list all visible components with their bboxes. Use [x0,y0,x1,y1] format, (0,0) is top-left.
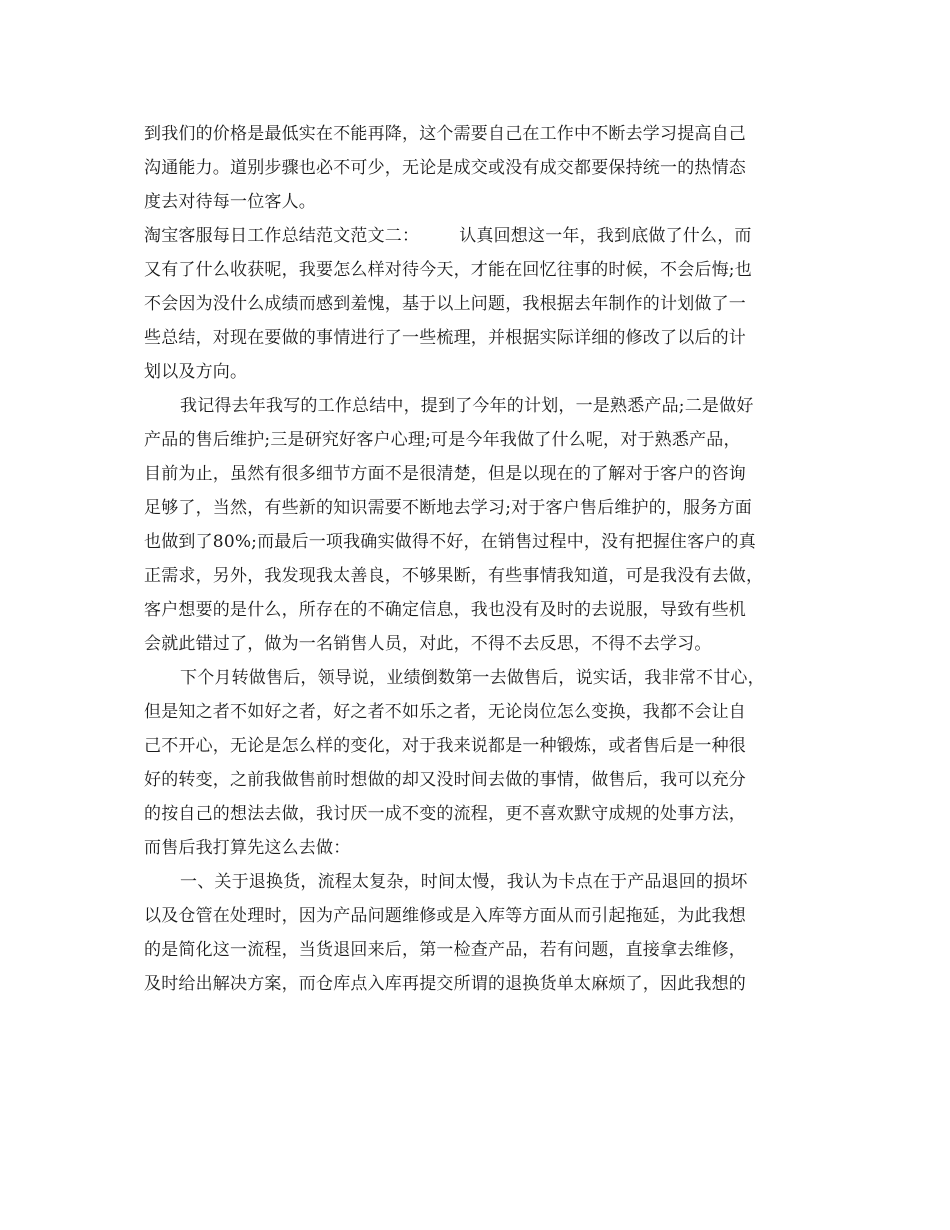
text-line: 也做到了80%;而最后一项我确实做得不好，在销售过程中，没有把握住客户的真 [144,532,756,552]
heading-line [144,219,810,253]
text-line: 些总结，对现在要做的事情进行了一些梳理，并根据实际详细的修改了以后的计 [144,328,746,348]
text-line: 我记得去年我写的工作总结中，提到了今年的计划，一是熟悉产品;二是做好 [180,396,754,416]
paragraph-after-sales [144,661,810,865]
text-line: 但是知之者不如好之者，好之者不如乐之者，无论岗位怎么变换，我都不会让自 [144,702,746,722]
text-line: 的按自己的想法去做，我讨厌一成不变的流程，更不喜欢默守成规的处事方法， [144,804,746,824]
paragraph-returns [144,865,810,1001]
text-line: 到我们的价格是最低实在不能再降，这个需要自己在工作中不断去学习提高自己 [144,124,746,144]
text-line: 会就此错过了，做为一名销售人员，对此，不得不去反思，不得不去学习。 [144,634,712,654]
text-line: 及时给出解决方案，而仓库点入库再提交所谓的退换货单太麻烦了，因此我想的 [144,974,746,994]
text-line: 客户想要的是什么，所存在的不确定信息，我也没有及时的去说服，导致有些机 [144,600,746,620]
text-line: 产品的售后维护;三是研究好客户心理;可是今年我做了什么呢，对于熟悉产品， [144,430,741,450]
text-line: 度去对待每一位客人。 [144,192,316,212]
text-line: 一、关于退换货，流程太复杂，时间太慢，我认为卡点在于产品退回的损坏 [180,872,748,892]
text-line: 又有了什么收获呢，我要怎么样对待今天，才能在回忆往事的时候，不会后悔;也 [144,260,752,280]
text-line: 划以及方向。 [144,362,248,382]
text-line: 而售后我打算先这么去做： [144,838,351,858]
text-line: 己不开心，无论是怎么样的变化，对于我来说都是一种锻炼，或者售后是一种很 [144,736,746,756]
text-line: 目前为止，虽然有很多细节方面不是很清楚，但是以现在的了解对于客户的咨询 [144,464,746,484]
text-line: 足够了，当然，有些新的知识需要不断地去学习;对于客户售后维护的，服务方面 [144,498,752,518]
text-line: 好的转变，之前我做售前时想做的却又没时间去做的事情，做售后，我可以充分 [144,770,746,790]
text-line: 沟通能力。道别步骤也必不可少，无论是成交或没有成交都要保持统一的热情态 [144,158,746,178]
section-heading-paragraph [144,219,810,389]
text-line: 下个月转做售后，领导说，业绩倒数第一去做售后，说实话，我非常不甘心， [180,668,765,688]
heading-continued-text: 认真回想这一年，我到底做了什么，而 [459,226,752,246]
paragraph-continuation [144,117,810,219]
section-heading: 淘宝客服每日工作总结范文范文二： [144,226,420,246]
paragraph-plan-review [144,389,810,661]
text-line: 不会因为没什么成绩而感到羞愧，基于以上问题，我根据去年制作的计划做了一 [144,294,746,314]
text-line: 以及仓管在处理时，因为产品问题维修或是入库等方面从而引起拖延，为此我想 [144,906,746,926]
text-line: 的是简化这一流程，当货退回来后，第一检查产品，若有问题，直接拿去维修， [144,940,746,960]
text-line: 正需求，另外，我发现我太善良，不够果断，有些事情我知道，可是我没有去做， [144,566,764,586]
